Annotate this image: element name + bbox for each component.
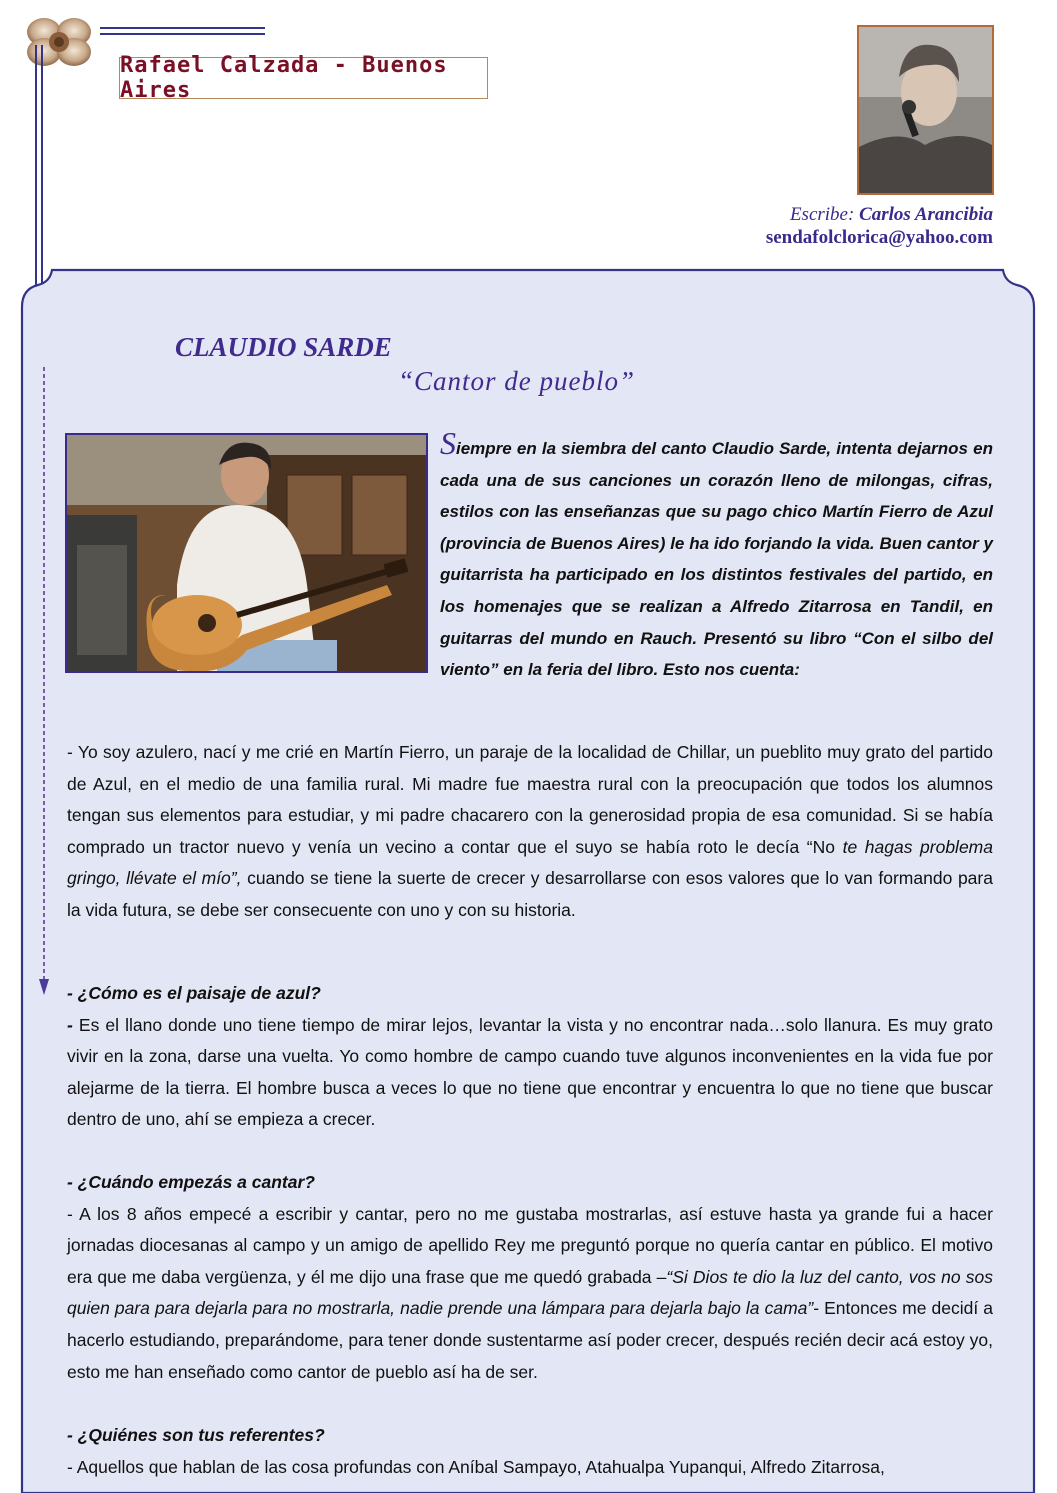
answer-2-text-b: - Entonces me decidí a hacerlo estudiando, preparándome, para tener donde sustentarme así poder crecer, después recién decir acá estoy yo, esto me han enseñado como cantor de pueblo así ha de ser.: [67, 1298, 993, 1382]
location-label: Rafael Calzada - Buenos Aires: [119, 57, 488, 99]
article-subtitle: “Cantor de pueblo”: [398, 366, 636, 396]
article-title: CLAUDIO SARDE: [175, 332, 392, 362]
answer-2-text-a: - A los 8 años empecé a escribir y cantar, pero no me gustaba mostrarlas, así estuve hasta ya grande fui a hacer jornadas diocesanas al campo y un amigo de apellido Rey me preguntó porque no quería cantar en público. El motivo era que me daba vergüenza, y él me dijo una frase que me quedó grabada –: [67, 1203, 993, 1287]
photo-float-spacer: [68, 428, 440, 680]
header-rule-top: [100, 27, 265, 29]
qa-1: [67, 978, 993, 1136]
author-credit: [766, 203, 993, 249]
qa-3: [67, 1420, 993, 1483]
header-rule-bottom: [100, 33, 265, 35]
flower-logo-icon: [22, 10, 96, 70]
paragraph-1: [67, 737, 993, 927]
author-prefix: Escribe:: [789, 204, 855, 225]
header-rule-vertical-right: [41, 45, 43, 285]
para1-text-a: - Yo soy azulero, nací y me crié en Martín Fierro, un paraje de la localidad de Chillar, un pueblito muy grato del partido de Azul, en el medio de una familia rural. Mi madre fue maestra rural con la preocupación que todos los alumnos tengan sus elementos para estudiar, y mi padre chacarero con la generosidad propia de esa comunidad. Si se había comprado un tractor nuevo y venía un vecino a contar que el suyo se había roto le decía “No: [67, 742, 993, 857]
author-photo: [857, 25, 994, 195]
down-arrow-icon: [36, 367, 52, 997]
qa-2: [67, 1167, 993, 1388]
header-rule-vertical-left: [35, 45, 37, 285]
question-2: - ¿Cuándo empezás a cantar?: [67, 1172, 315, 1192]
question-1: - ¿Cómo es el paisaje de azul?: [67, 983, 321, 1003]
article-intro: [68, 425, 993, 686]
author-email[interactable]: sendafolclorica@yahoo.com: [765, 227, 993, 248]
intro-dropcap: S: [440, 425, 456, 461]
question-3: - ¿Quiénes son tus referentes?: [67, 1425, 325, 1445]
answer-3: - Aquellos que hablan de las cosa profundas con Aníbal Sampayo, Atahualpa Yupanqui, Alfredo Zitarrosa,: [67, 1456, 885, 1477]
intro-text: iempre en la siembra del canto Claudio Sarde, intenta dejarnos en cada una de sus canciones un corazón lleno de milongas, cifras, estilos con las enseñanzas que su pago chico Martín Fierro de Azul (provincia de Buenos Aires) le ha ido forjando la vida. Buen cantor y guitarrista ha participado en los distintos festivales del partido, en los homenajes que se realizan a Alfredo Zitarrosa en Tandil, en guitarras del mundo en Rauch. Presentó su libro “Con el silbo del viento” en la feria del libro. Esto nos cuenta:: [440, 439, 993, 680]
answer-2-quote: “Si Dios te dio la luz del canto, vos no sos quien para para dejarla para no mostrarla, nadie prende una lámpara para dejarla bajo la cama”: [67, 1266, 993, 1319]
para1-text-b: cuando se tiene la suerte de crecer y desarrollarse con esos valores que lo van formando para la vida futura, se debe ser consecuente con uno y con su historia.: [67, 868, 993, 920]
para1-quote: te hagas problema gringo, llévate el mío”,: [67, 836, 993, 889]
answer-1-dash: -: [67, 1014, 73, 1035]
author-name: Carlos Arancibia: [859, 204, 993, 225]
answer-1: Es el llano donde uno tiene tiempo de mirar lejos, levantar la vista y no encontrar nada…solo llanura. Es muy grato vivir en la zona, darse una vuelta. Yo como hombre de campo cuando tuve algunos inconvenientes en la vida fue por alejarme de la tierra. El hombre busca a veces lo que no tiene que encontrar y encuentra lo que no tiene que buscar dentro de uno, ahí se empieza a crecer.: [67, 1014, 993, 1130]
